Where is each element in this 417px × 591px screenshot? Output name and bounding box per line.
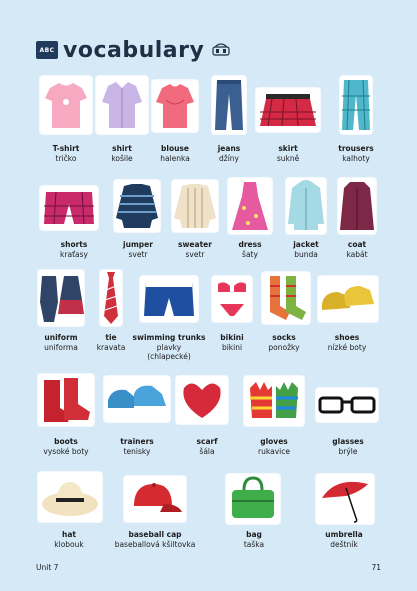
unit-label: Unit 7: [36, 563, 59, 572]
coat-photo: [338, 178, 376, 234]
tie-photo: [100, 270, 122, 326]
vocab-gloves: gloves rukavice: [258, 437, 290, 456]
vocab-scarf: scarf šála: [196, 437, 218, 456]
shirt-photo: [96, 76, 148, 134]
vocab-glasses: glasses brýle: [332, 437, 364, 456]
vocab-shorts: shorts kraťasy: [60, 240, 88, 259]
bikini-photo: [212, 276, 252, 322]
vocab-baseball-cap: baseball cap baseballová kšiltovka: [114, 530, 196, 549]
vocab-boots: boots vysoké boty: [43, 437, 89, 456]
vocab-trainers: trainers tenisky: [120, 437, 154, 456]
vocab-hat: hat klobouk: [54, 530, 84, 549]
trousers-photo: [340, 76, 372, 134]
swimming-trunks-photo: [140, 276, 198, 322]
skirt-photo: [256, 88, 320, 132]
vocab-swimming-trunks: swimming trunks plavky (chlapecké): [132, 333, 206, 361]
shorts-photo: [40, 186, 98, 230]
vocab-blouse: blouse halenka: [160, 144, 190, 163]
dress-photo: [228, 178, 272, 234]
vocab-bag: bag taška: [243, 530, 265, 549]
vocab-skirt: skirt sukně: [276, 144, 300, 163]
trainers-photo: [104, 376, 170, 422]
page-number: 71: [371, 563, 381, 572]
page-title: vocabulary: [63, 37, 205, 63]
vocab-jacket: jacket bunda: [293, 240, 319, 259]
baseball-cap-photo: [124, 476, 186, 522]
vocab-bikini: bikini bikini: [220, 333, 244, 352]
vocab-shirt: shirt košile: [111, 144, 133, 163]
jacket-photo: [286, 178, 326, 234]
hat-photo: [38, 472, 102, 522]
tshirt-photo: [40, 76, 92, 134]
section-header: [36, 36, 230, 64]
socks-photo: [262, 272, 310, 324]
sweater-photo: [172, 180, 218, 232]
vocab-trousers: trousers kalhoty: [338, 144, 374, 163]
shoes-photo: [318, 276, 378, 322]
boots-photo: [38, 374, 94, 426]
jumper-photo: [114, 180, 160, 232]
vocab-uniform: uniform uniforma: [44, 333, 78, 352]
jeans-photo: [212, 76, 246, 134]
vocab-coat: coat kabát: [346, 240, 368, 259]
vocab-sweater: sweater svetr: [178, 240, 212, 259]
bag-photo: [226, 474, 280, 524]
scarf-photo: [176, 376, 228, 424]
vocab-jumper: jumper svetr: [123, 240, 153, 259]
vocab-tshirt: T-shirt tričko: [52, 144, 80, 163]
glasses-photo: [316, 388, 378, 422]
blouse-photo: [152, 80, 198, 132]
uniform-photo: [38, 270, 84, 326]
vocab-tie: tie kravata: [96, 333, 126, 352]
vocab-umbrella: umbrella deštník: [325, 530, 363, 549]
vocab-shoes: shoes nízké boty: [327, 333, 367, 352]
vocab-jeans: jeans džíny: [217, 144, 241, 163]
umbrella-photo: [316, 474, 374, 524]
audio-icon: [212, 43, 230, 57]
gloves-photo: [244, 376, 304, 426]
vocab-dress: dress šaty: [238, 240, 262, 259]
abc-board-icon: ABC: [36, 41, 58, 59]
vocab-socks: socks ponožky: [268, 333, 300, 352]
